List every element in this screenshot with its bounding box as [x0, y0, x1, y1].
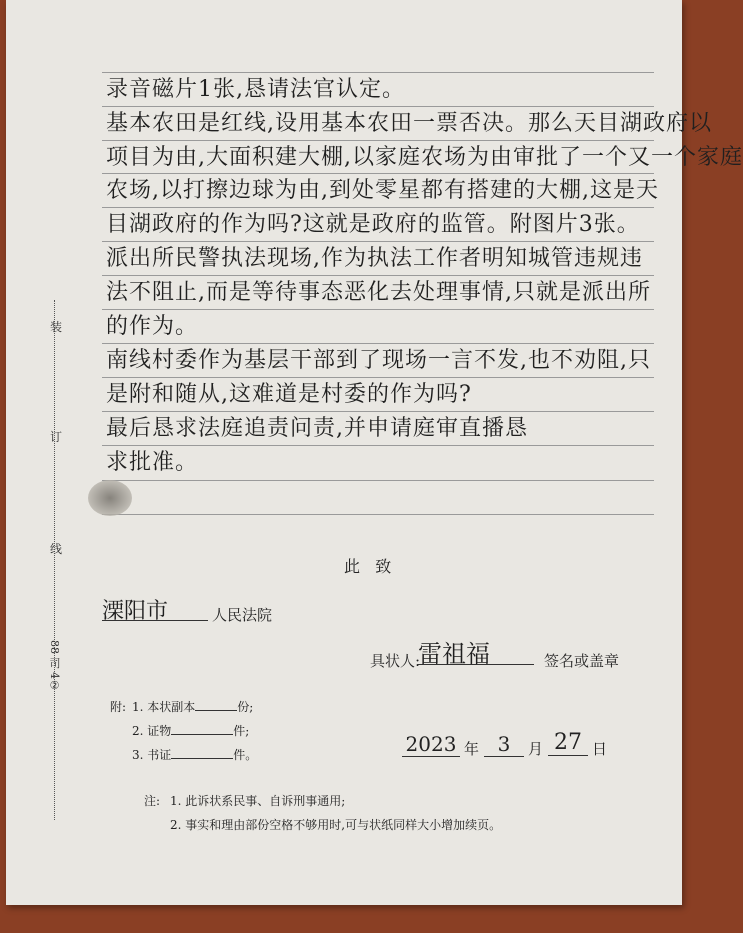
- attachments-prefix: 附:: [110, 700, 127, 714]
- ruled-line: [102, 411, 654, 412]
- attachment-unit: 件;: [233, 724, 250, 738]
- ruled-line: [102, 514, 654, 515]
- attachment-item: [132, 722, 249, 739]
- ruled-line: [102, 309, 654, 310]
- attachment-blank: [195, 710, 237, 711]
- body-line: 目湖政府的作为吗?这就是政府的监管。附图片3张。: [106, 212, 640, 237]
- attachment-unit: 份;: [237, 700, 254, 714]
- ruled-line: [102, 275, 654, 276]
- body-line: 录音磁片1张,恳请法官认定。: [106, 77, 405, 102]
- notes-prefix: 注:: [144, 794, 161, 808]
- signature-note: 签名或盖章: [544, 652, 620, 670]
- attachment-label: 2. 证物: [132, 724, 172, 738]
- binding-dotted-line: [54, 300, 55, 820]
- ruled-line: [102, 140, 654, 141]
- ruled-line: [102, 241, 654, 242]
- binding-mark-xian: 线: [50, 542, 63, 556]
- ruled-line: [102, 343, 654, 344]
- date-year: 2023: [402, 732, 460, 757]
- court-suffix: 人民法院: [212, 606, 273, 624]
- body-line: 项目为由,大面积建大棚,以家庭农场为由审批了一个又一个家庭: [106, 145, 743, 170]
- attachment-label: 1. 本状副本: [132, 700, 196, 714]
- court-city: 溧阳市: [102, 599, 169, 624]
- attachment-item: [132, 698, 253, 715]
- ruled-line: [102, 207, 654, 208]
- ruled-line: [102, 106, 654, 107]
- closing-text: 此 致: [344, 557, 392, 576]
- ruled-line: [102, 445, 654, 446]
- plaintiff-label: 具状人:: [370, 652, 421, 670]
- binding-mark-zhuang: 装: [50, 320, 63, 334]
- signature-blank: [418, 634, 534, 668]
- body-line: 的作为。: [106, 314, 199, 339]
- date-month: 3: [484, 732, 524, 757]
- attachment-blank: [171, 734, 233, 735]
- body-line: 求批准。: [106, 450, 199, 475]
- body-line: 法不阻止,而是等待事态恶化去处理事情,只就是派出所: [106, 280, 651, 305]
- ruled-line: [102, 480, 654, 481]
- date-day: 27: [548, 730, 588, 756]
- attachment-blank: [171, 758, 233, 759]
- note-line: 2. 事实和理由部份空格不够用时,可与状纸同样大小增加续页。: [170, 818, 502, 832]
- court-blank: [102, 594, 208, 624]
- body-line: 农场,以打擦边球为由,到处零星都有搭建的大棚,这是天: [106, 178, 659, 203]
- binding-mark-ding: 订: [50, 430, 63, 444]
- note-line: 1. 此诉状系民事、自诉刑事通用;: [170, 794, 346, 808]
- date-year-unit: 年: [464, 740, 480, 758]
- date-month-unit: 月: [528, 740, 544, 758]
- body-line: 派出所民警执法现场,作为执法工作者明知城管违规违: [106, 246, 643, 271]
- document-page: [6, 0, 743, 905]
- attachment-label: 3. 书证: [132, 748, 172, 762]
- ink-stain: [88, 480, 132, 516]
- body-line: 最后恳求法庭追责问责,并申请庭审直播恳: [106, 416, 528, 441]
- body-line: 是附和随从,这难道是村委的作为吗?: [106, 382, 472, 407]
- ruled-line: [102, 377, 654, 378]
- form-number: 88 司 4②: [48, 640, 61, 692]
- date-day-unit: 日: [592, 740, 608, 758]
- body-line: 南线村委作为基层干部到了现场一言不发,也不劝阻,只: [106, 348, 651, 373]
- attachment-item: [132, 746, 257, 763]
- attachment-unit: 件。: [233, 748, 258, 762]
- ruled-line: [102, 72, 654, 73]
- plaintiff-signature: 雷祖福: [418, 640, 490, 668]
- body-line: 基本农田是红线,设用基本农田一票否决。那么天目湖政府以: [106, 111, 712, 136]
